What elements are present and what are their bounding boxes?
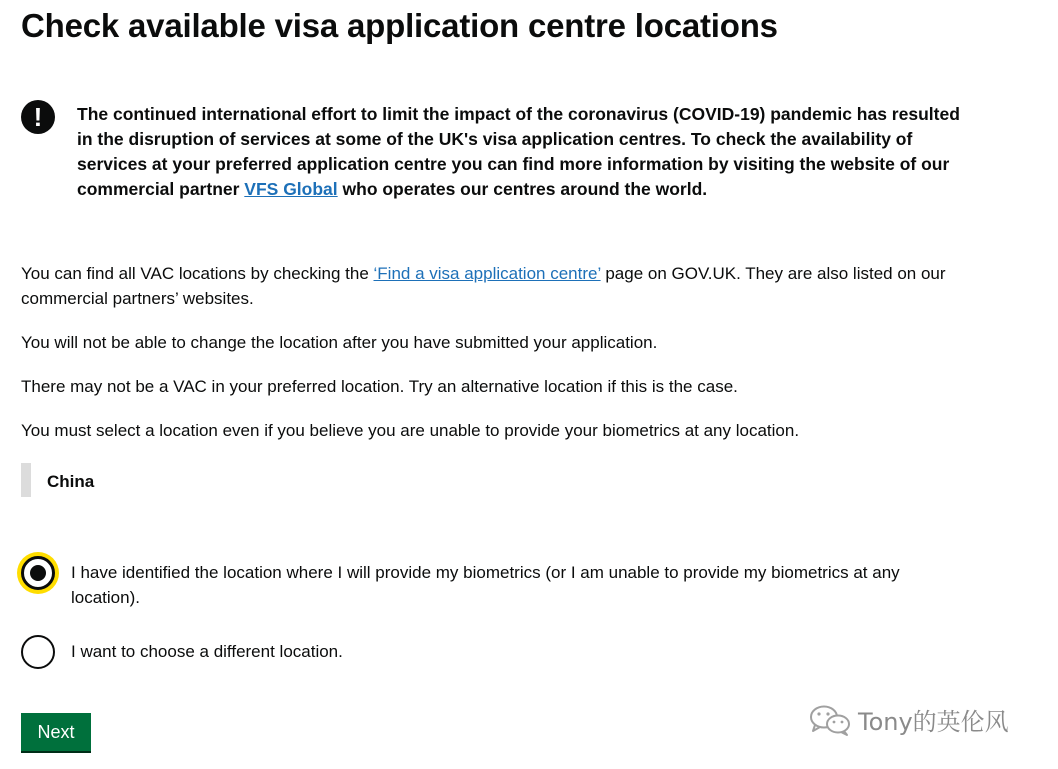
radio-label[interactable]: I have identified the location where I will provide my biometrics (or I am unable to provide my biometrics at any location). <box>71 563 900 607</box>
watermark <box>808 702 1009 737</box>
warning-text-start: The continued international effort to limit the impact of the coronavirus (COVID-19) pandemic has resulted in the disruption of services at some of the UK's visa application centres. To check the availability of services at your preferred application centre you can find more information by visiting the website of our commercial partner <box>77 104 960 199</box>
info-paragraph-vac-locations <box>21 261 991 311</box>
page-title: Check available visa application centre locations <box>21 7 778 44</box>
vfs-global-link[interactable]: VFS Global <box>244 179 338 199</box>
next-button[interactable]: Next <box>21 713 91 751</box>
warning-text-end: who operates our centres around the world. <box>337 179 708 199</box>
info-text-start: You can find all VAC locations by checking the <box>21 264 374 283</box>
info-text-end: page on GOV.UK. They are also listed on our commercial partners’ websites. <box>21 264 946 308</box>
info-paragraph-no-change: You will not be able to change the location after you have submitted your application. <box>21 333 658 352</box>
radio-button-unchecked[interactable] <box>21 635 55 669</box>
exclamation-icon: ! <box>21 100 55 134</box>
radio-option-different-location[interactable] <box>21 635 951 669</box>
info-paragraph-alternative: There may not be a VAC in your preferred location. Try an alternative location if this is the case. <box>21 377 738 396</box>
radio-option-identified-location[interactable] <box>21 556 951 610</box>
find-visa-centre-link[interactable]: ‘Find a visa application centre’ <box>373 264 601 283</box>
warning-text <box>77 102 967 202</box>
radio-button-checked[interactable] <box>21 556 55 590</box>
radio-label[interactable]: I want to choose a different location. <box>71 642 343 661</box>
watermark-text: Tony的英伦风 <box>858 708 1009 736</box>
info-paragraph-must-select: You must select a location even if you believe you are unable to provide your biometrics at any location. <box>21 421 800 440</box>
selected-country-inset: China <box>21 463 94 497</box>
wechat-icon <box>808 703 852 737</box>
